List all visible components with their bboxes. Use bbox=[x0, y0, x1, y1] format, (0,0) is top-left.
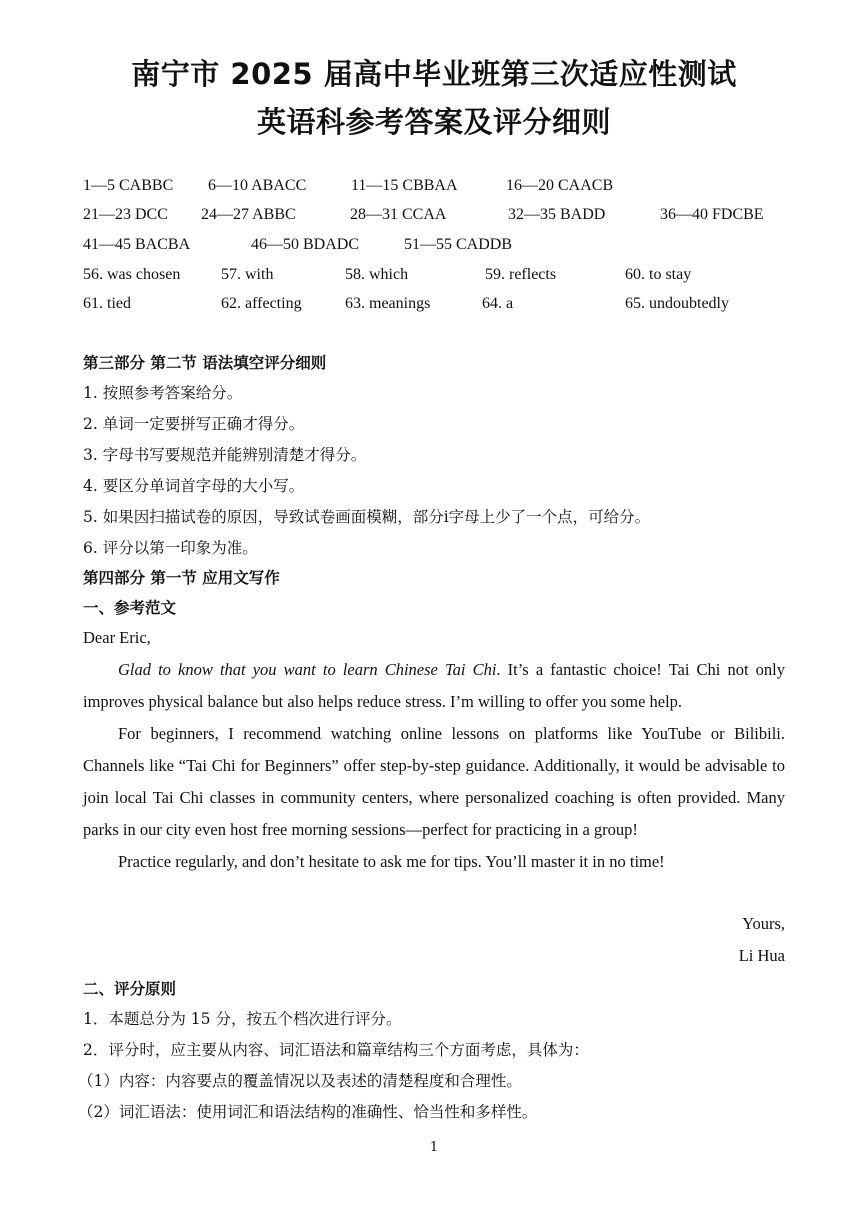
answer-item: 62. affecting bbox=[221, 295, 302, 312]
sample-essay-heading: 一、参考范文 bbox=[83, 599, 177, 617]
letter-body bbox=[83, 654, 785, 878]
answer-item: 63. meanings bbox=[345, 295, 431, 312]
letter-salutation: Dear Eric, bbox=[83, 628, 151, 647]
answer-item: 65. undoubtedly bbox=[625, 295, 729, 312]
answer-group: 24—27 ABBC bbox=[201, 206, 296, 223]
letter-paragraph-1 bbox=[83, 654, 785, 718]
writing-section-heading: 第四部分 第一节 应用文写作 bbox=[83, 569, 280, 587]
answer-item: 58. which bbox=[345, 266, 409, 283]
answer-group: 16—20 CAACB bbox=[506, 177, 614, 194]
letter-closing: Yours, bbox=[742, 914, 785, 933]
grammar-rule: 2. 单词一定要拼写正确才得分。 bbox=[83, 415, 305, 433]
letter-opening-italic: Glad to know that you want to learn Chinese Tai Chi bbox=[118, 660, 497, 679]
letter-paragraph-1-text: . It’s a fantastic choice! Tai Chi not only improves physical balance but also helps reduce stress. I’m willing to offer you some help. bbox=[83, 660, 785, 711]
scoring-item: 2．评分时，应主要从内容、词汇语法和篇章结构三个方面考虑，具体为： bbox=[83, 1041, 589, 1059]
answer-group: 51—55 CADDB bbox=[404, 236, 513, 253]
answer-item: 60. to stay bbox=[625, 266, 692, 283]
grammar-rule: 4. 要区分单词首字母的大小写。 bbox=[83, 477, 305, 495]
scoring-item: （2）词汇语法：使用词汇和语法结构的准确性、恰当性和多样性。 bbox=[78, 1103, 538, 1121]
page-number: 1 bbox=[429, 1140, 439, 1155]
letter-paragraph-2: For beginners, I recommend watching online lessons on platforms like YouTube or Bilibili. Channels like “Tai Chi for Beginners” offer step-by-step guidance. Additionally, it would be advisable to join local Tai Chi classes in community centers, where personalized coaching is often provided. Many parks in our city even host free morning sessions—perfect for practicing in a group! bbox=[83, 724, 785, 839]
letter-signature: Li Hua bbox=[738, 946, 785, 965]
answer-group: 36—40 FDCBE bbox=[660, 206, 764, 223]
answer-group: 28—31 CCAA bbox=[350, 206, 447, 223]
scoring-item: （1）内容：内容要点的覆盖情况以及表述的清楚程度和合理性。 bbox=[78, 1072, 522, 1090]
answer-group: 41—45 BACBA bbox=[83, 236, 191, 253]
answer-item: 56. was chosen bbox=[83, 266, 181, 283]
document-title-line-1: 南宁市 2025 届高中毕业班第三次适应性测试 bbox=[131, 57, 737, 91]
grammar-rule: 1. 按照参考答案给分。 bbox=[83, 384, 243, 402]
answer-group: 21—23 DCC bbox=[83, 206, 168, 223]
answer-group: 11—15 CBBAA bbox=[351, 177, 458, 194]
scoring-item: 1．本题总分为 15 分，按五个档次进行评分。 bbox=[83, 1010, 402, 1028]
letter-paragraph-3: Practice regularly, and don’t hesitate to ask me for tips. You’ll master it in no time! bbox=[118, 852, 665, 871]
grammar-rule: 3. 字母书写要规范并能辨别清楚才得分。 bbox=[83, 446, 367, 464]
grammar-section-heading: 第三部分 第二节 语法填空评分细则 bbox=[83, 354, 327, 372]
document-title-line-2: 英语科参考答案及评分细则 bbox=[256, 105, 611, 139]
grammar-rule: 6. 评分以第一印象为准。 bbox=[83, 539, 258, 557]
answer-group: 46—50 BDADC bbox=[251, 236, 360, 253]
answer-group: 32—35 BADD bbox=[508, 206, 606, 223]
answer-item: 59. reflects bbox=[485, 266, 557, 283]
answer-item: 57. with bbox=[221, 266, 274, 283]
answer-group: 6—10 ABACC bbox=[208, 177, 307, 194]
answer-group: 1—5 CABBC bbox=[83, 177, 174, 194]
answer-item: 61. tied bbox=[83, 295, 131, 312]
grammar-rule: 5. 如果因扫描试卷的原因，导致试卷画面模糊，部分i字母上少了一个点，可给分。 bbox=[83, 508, 651, 526]
answer-item: 64. a bbox=[482, 295, 514, 312]
scoring-heading: 二、评分原则 bbox=[83, 980, 177, 998]
